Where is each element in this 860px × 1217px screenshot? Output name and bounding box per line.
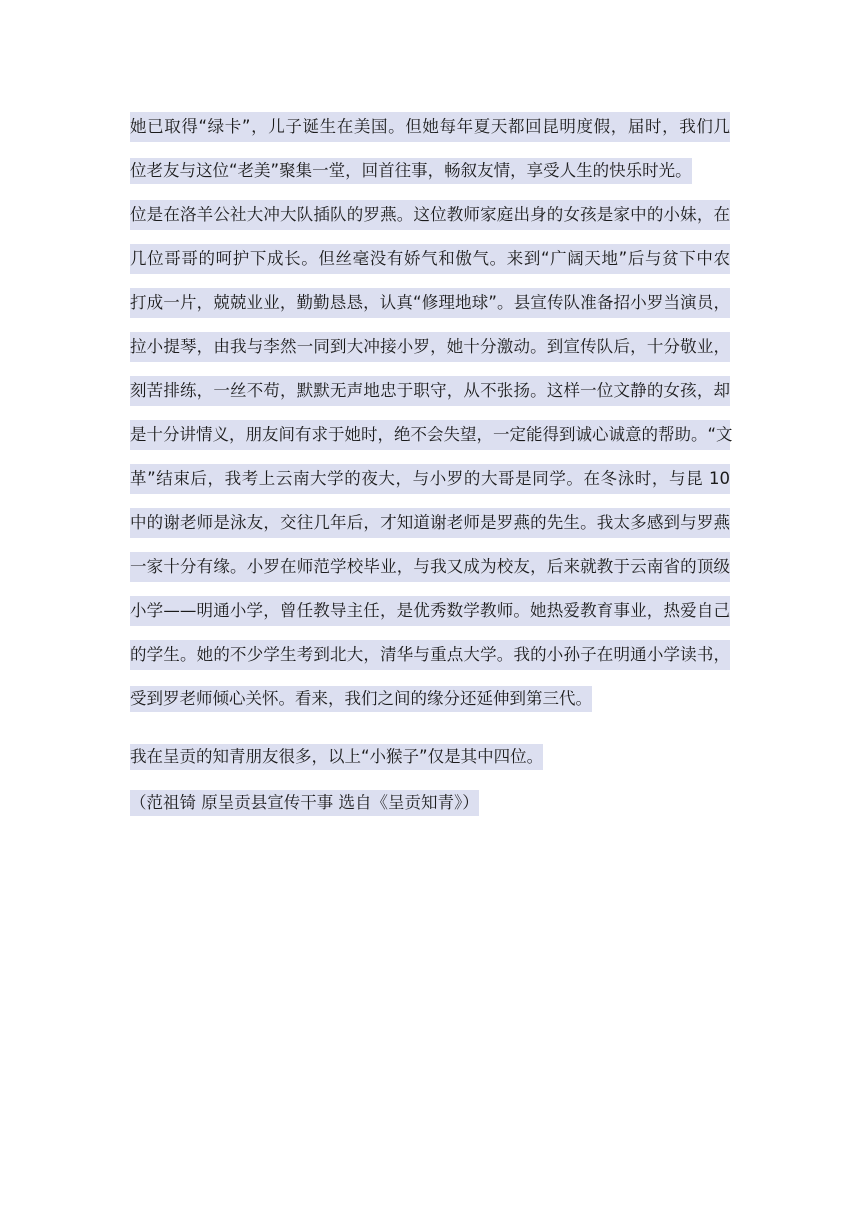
- text-line: 的学生。她的不少学生考到北大，清华与重点大学。我的小孙子在明通小学读书，: [130, 640, 730, 670]
- paragraph-2: [130, 200, 733, 728]
- text-line: 几位哥哥的呵护下成长。但丝毫没有娇气和傲气。来到“广阔天地”后与贫下中农: [130, 244, 730, 274]
- text-line: 受到罗老师倾心关怀。看来，我们之间的缘分还延伸到第三代。: [130, 684, 730, 714]
- paragraph-1: [130, 112, 730, 200]
- paragraph-3: [130, 742, 730, 786]
- text-line: 是十分讲情义，朋友间有求于她时，绝不会失望，一定能得到诚心诚意的帮助。“文: [130, 420, 730, 450]
- source-attribution: [130, 788, 730, 832]
- text-line: 位老友与这位“老美”聚集一堂，回首往事，畅叙友情，享受人生的快乐时光。: [130, 156, 730, 186]
- text-line: 中的谢老师是泳友，交往几年后，才知道谢老师是罗燕的先生。我太多感到与罗燕: [130, 508, 730, 538]
- text-line: 革”结束后，我考上云南大学的夜大，与小罗的大哥是同学。在冬泳时，与昆 10: [130, 464, 730, 494]
- text-line: 位是在洛羊公社大冲大队插队的罗燕。这位教师家庭出身的女孩是家中的小妹，在: [130, 200, 730, 230]
- text-line: 拉小提琴，由我与李然一同到大冲接小罗，她十分激动。到宣传队后，十分敬业，: [130, 332, 730, 362]
- text-line: 刻苦排练，一丝不苟，默默无声地忠于职守，从不张扬。这样一位文静的女孩，却: [130, 376, 730, 406]
- text-line: 小学——明通小学，曾任教导主任，是优秀数学教师。她热爱教育事业，热爱自己: [130, 596, 730, 626]
- text-line: 我在呈贡的知青朋友很多，以上“小猴子”仅是其中四位。: [130, 742, 730, 772]
- text-line: 她已取得“绿卡”，儿子诞生在美国。但她每年夏天都回昆明度假，届时，我们几: [130, 112, 730, 142]
- text-line: （范祖锜 原呈贡县宣传干事 选自《呈贡知青》）: [130, 788, 730, 818]
- text-line: 打成一片，兢兢业业，勤勤恳恳，认真“修理地球”。县宣传队准备招小罗当演员，: [130, 288, 730, 318]
- text-line: 一家十分有缘。小罗在师范学校毕业，与我又成为校友，后来就教于云南省的顶级: [130, 552, 730, 582]
